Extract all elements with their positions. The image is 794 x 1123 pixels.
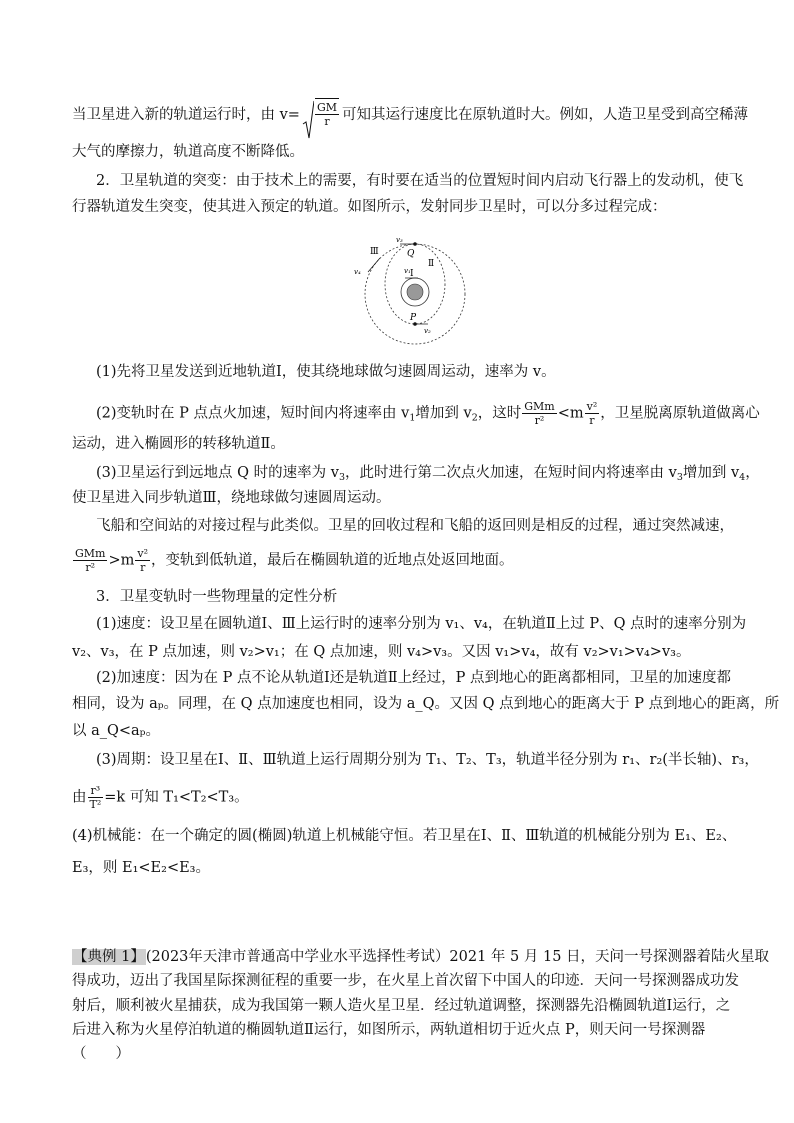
paragraph-line: 后进入称为火星停泊轨道的椭圆轨道Ⅱ运行，如图所示，两轨道相切于近火点 P，则天问一号探测器 [72,1022,706,1038]
fraction-numerator: GM [316,101,338,114]
fraction-denominator: T² [89,798,102,811]
fraction-r3-t2 [88,784,104,811]
text-segment: >m [108,552,135,569]
label-v2: v₂ [424,327,431,335]
text-segment: =k 可知 T₁<T₂<T₃。 [104,789,249,806]
text-segment: (2023年天津市普通高中学业水平选择性考试）2021 年 5 月 15 日，天问一号探测器着陆火星取 [145,949,770,965]
fraction-numerator: v² [586,400,598,413]
paragraph-line: 相同，设为 aₚ。同理，在 Q 点加速度也相同，设为 a_Q。又因 Q 点到地心的距离大于 P 点到地心的距离，所 [72,696,780,712]
label-v3: v₃ [396,236,403,244]
section-3-title: 3．卫星变轨时一些物理量的定性分析 [96,589,338,605]
paragraph-line: 使卫星进入同步轨道Ⅲ，绕地球做匀速圆周运动。 [72,490,391,506]
speed-paragraph: (1)速度：设卫星在圆轨道Ⅰ、Ⅲ上运行时的速率分别为 v₁、v₄，在轨道Ⅱ上过 P、Q 点时的速率分别为 [96,616,747,632]
paragraph-velocity-formula [72,102,748,128]
label-orbit-ii: Ⅱ [428,259,435,269]
text-segment: 增加到 v [415,405,472,422]
example-paragraph [72,947,769,967]
fraction-denominator: r [140,561,146,574]
label-orbit-i: Ⅰ [410,269,414,279]
example-tag: 【典例 1】 [73,949,145,965]
v4-arrow [368,258,380,272]
text-segment: 由 [72,789,87,806]
label-orbit-iii: Ⅲ [370,247,379,257]
subscript: 2 [471,412,478,424]
text-segment: 可知其运行速度比在原轨道时大。例如，人造卫星受到高空稀薄 [342,107,749,123]
label-v1: v₁ [404,267,411,275]
paragraph-line: v₂、v₃，在 P 点加速，则 v₂>v₁；在 Q 点加速，则 v₄>v₃。又因 v₁>v₄，故有 v₂>v₁>v₄>v₃。 [72,644,691,660]
text-segment: ，卫星脱离原轨道做离心 [600,405,760,422]
label-v4: v₄ [354,268,361,276]
text-segment: ，此时进行第二次点火加速，在短时间内将速率由 v [345,465,677,481]
fraction-numerator: v² [137,547,149,560]
acceleration-paragraph: (2)加速度：因为在 P 点不论从轨道Ⅰ还是轨道Ⅱ上经过，P 点到地心的距离都相同，卫星的加速度都 [96,670,731,686]
fraction-gmm-r2 [73,547,107,574]
docking-formula-line [72,547,514,574]
fraction-numerator: r³ [88,784,104,798]
paragraph-line: 行器轨道发生突变，使其进入预定的轨道。如图所示，发射同步卫星时，可以分多过程完成： [72,199,667,215]
label-q: Q [407,249,415,259]
subscript: 3 [676,472,683,483]
text-segment: ，这时 [477,405,522,422]
docking-paragraph: 飞船和空间站的对接过程与此类似。卫星的回收过程和飞船的返回则是相反的过程，通过突然减速， [96,518,734,534]
section-2-title: 2．卫星轨道的突变：由于技术上的需要，有时要在适当的位置短时间内启动飞行器上的发动机，使飞 [96,173,744,189]
fraction-numerator: GMm [75,547,106,560]
period-formula-line [72,784,249,811]
text-segment: 增加到 v [682,465,740,481]
paragraph-line: 运动，进入椭圆形的转移轨道Ⅱ。 [72,436,285,452]
step-3 [96,463,760,488]
fraction-gmm-r2 [522,400,556,427]
radical-sign [302,100,314,140]
text-segment: (3)卫星运行到远地点 Q 时的速率为 v [96,465,339,481]
step-1: (1)先将卫星发送到近地轨道Ⅰ，使其绕地球做匀速圆周运动，速率为 v。 [96,364,556,380]
label-p: P [410,313,417,323]
subscript: 3 [338,472,345,483]
fraction-v2-r [135,547,150,574]
fraction-v2-r [585,400,600,427]
orbit-transfer-figure [350,236,490,346]
fraction-denominator: r [589,414,595,427]
fraction-denominator: r [324,115,330,128]
paragraph-line: 射后，顺利被火星捕获，成为我国第一颗人造火星卫星．经过轨道调整，探测器先沿椭圆轨道Ⅰ运行，之 [72,998,731,1014]
step-2 [96,400,760,429]
text-segment: ， [745,465,760,481]
text-segment: 当卫星进入新的轨道运行时，由 v= [72,107,300,123]
fraction-numerator: GMm [524,400,555,413]
text-segment: ，变轨到低轨道，最后在椭圆轨道的近地点处返回地面。 [151,552,514,569]
paragraph-line: 以 a_Q<aₚ。 [72,723,160,739]
text-segment: <m [557,405,584,422]
period-paragraph: (3)周期：设卫星在Ⅰ、Ⅱ、Ⅲ轨道上运行周期分别为 T₁、T₂、T₃，轨道半径分别为 r₁、r₂(半长轴)、r₃， [96,752,759,768]
paragraph-line: 大气的摩擦力，轨道高度不断降低。 [72,144,304,160]
text-segment: (2)变轨时在 P 点点火加速，短时间内将速率由 v [96,405,410,422]
subscript: 4 [739,472,746,483]
subscript: 1 [409,412,416,424]
fraction-denominator: r² [534,414,545,427]
energy-paragraph: (4)机械能：在一个确定的圆(椭圆)轨道上机械能守恒。若卫星在Ⅰ、Ⅱ、Ⅲ轨道的机械能分别为 E₁、E₂、 [72,828,737,844]
earth-icon [407,284,423,300]
sqrt-formula [302,102,340,128]
paragraph-line: E₃，则 E₁<E₂<E₃。 [72,860,210,876]
fraction-denominator: r² [85,561,96,574]
answer-blank: （ ） [72,1046,130,1062]
paragraph-line: 得成功，迈出了我国星际探测征程的重要一步，在火星上首次留下中国人的印迹．天问一号探测器成功发 [72,973,739,989]
